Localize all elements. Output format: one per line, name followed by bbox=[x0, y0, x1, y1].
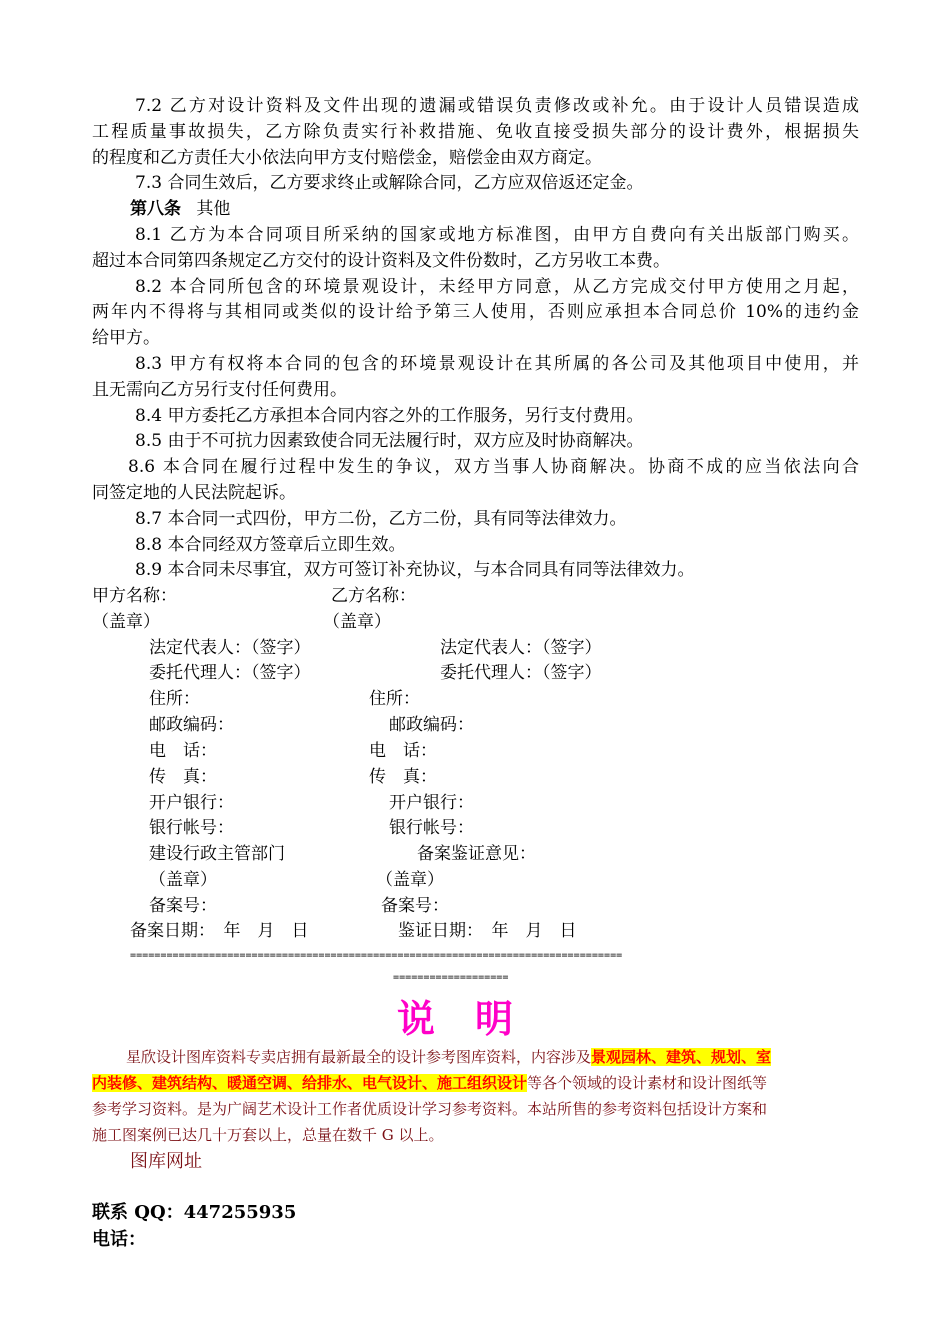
article-8-heading bbox=[130, 198, 230, 220]
legal-rep-a: 法定代表人：（签字） bbox=[149, 638, 311, 658]
text-line: 且无需向乙方另行支付任何费用。 bbox=[92, 380, 347, 400]
legal-rep-b: 法定代表人：（签字） bbox=[440, 638, 602, 658]
notice-line bbox=[92, 1070, 859, 1096]
bank-a: 开户银行： bbox=[149, 793, 234, 813]
verify-date: 鉴证日期： 年 月 日 bbox=[398, 921, 577, 941]
paragraph-8-2 bbox=[92, 276, 859, 298]
paragraph-8-8: 8.8 本合同经双方签章后立即生效。 bbox=[135, 535, 406, 555]
filing-date: 备案日期： 年 月 日 bbox=[130, 921, 309, 941]
agent-a: 委托代理人：（签字） bbox=[149, 663, 311, 683]
agent-b: 委托代理人：（签字） bbox=[440, 663, 602, 683]
text-line: 的程度和乙方责任大小依法向甲方支付赔偿金，赔偿金由双方商定。 bbox=[92, 148, 602, 168]
paragraph-8-6 bbox=[92, 456, 859, 478]
notice-text: 星欣设计图库资料专卖店拥有最新最全的设计参考图库资料，内容涉及 bbox=[126, 1048, 592, 1066]
contact-qq: 联系 QQ：447255935 bbox=[92, 1202, 297, 1223]
paragraph-8-5: 8.5 由于不可抗力因素致使合同无法履行时，双方应及时协商解决。 bbox=[135, 431, 644, 451]
notice-highlight: 景观园林、建筑、规划、室 bbox=[591, 1048, 772, 1066]
contact-phone: 电话： bbox=[92, 1229, 146, 1250]
article-label: 第八条 bbox=[130, 199, 181, 219]
paragraph-7-2-cont bbox=[92, 121, 859, 143]
paragraph-8-9: 8.9 本合同未尽事宜，双方可签订补充协议，与本合同具有同等法律效力。 bbox=[135, 560, 695, 580]
separator-line: =================== bbox=[393, 972, 509, 983]
text-line: 两年内不得将与其相同或类似的设计给予第三人使用，否则应承担本合同总价 10%的违约金 bbox=[92, 302, 859, 322]
phone-b: 电 话： bbox=[369, 741, 437, 761]
paragraph-7-3: 7.3 合同生效后，乙方要求终止或解除合同，乙方应双倍返还定金。 bbox=[135, 173, 644, 193]
paragraph-8-1 bbox=[92, 224, 859, 246]
filing-no-b: 备案号： bbox=[381, 896, 449, 916]
seal-d: （盖章） bbox=[376, 870, 444, 890]
postcode-b: 邮政编码： bbox=[389, 715, 474, 735]
paragraph-8-2-cont bbox=[92, 301, 859, 323]
fax-a: 传 真： bbox=[149, 767, 217, 787]
paragraph-8-4: 8.4 甲方委托乙方承担本合同内容之外的工作服务，另行支付费用。 bbox=[135, 406, 644, 426]
seal-a: （盖章） bbox=[92, 612, 160, 632]
text-line: 8.3 甲方有权将本合同的包含的环境景观设计在其所属的各公司及其他项目中使用，并 bbox=[135, 354, 859, 374]
notice-line: 参考学习资料。是为广阔艺术设计工作者优质设计学习参考资料。本站所售的参考资料包括设计方案和 bbox=[92, 1100, 768, 1118]
address-b: 住所： bbox=[369, 689, 420, 709]
text-line: 7.2 乙方对设计资料及文件出现的遗漏或错误负责修改或补允。由于设计人员错误造成 bbox=[135, 96, 859, 116]
filing-opinion-label: 备案鉴证意见： bbox=[417, 844, 536, 864]
party-a-name: 甲方名称： bbox=[92, 586, 177, 606]
text-line: 8.2 本合同所包含的环境景观设计，未经甲方同意，从乙方完成交付甲方使用之月起， bbox=[135, 277, 859, 297]
seal-c: （盖章） bbox=[149, 870, 217, 890]
phone-a: 电 话： bbox=[149, 741, 217, 761]
notice-text: 等各个领域的设计素材和设计图纸等 bbox=[527, 1074, 768, 1092]
authority-label: 建设行政主管部门 bbox=[149, 844, 285, 864]
text-line: 超过本合同第四条规定乙方交付的设计资料及文件份数时，乙方另收工本费。 bbox=[92, 251, 670, 271]
paragraph-8-7: 8.7 本合同一式四份，甲方二份，乙方二份，具有同等法律效力。 bbox=[135, 509, 627, 529]
text-line: 给甲方。 bbox=[92, 328, 160, 348]
gallery-link[interactable]: 图库网址 bbox=[130, 1151, 202, 1172]
text-line: 8.1 乙方为本合同项目所采纳的国家或地方标准图，由甲方自费向有关出版部门购买。 bbox=[135, 225, 859, 245]
notice-line: 施工图案例已达几十万套以上，总量在数千 G 以上。 bbox=[92, 1126, 444, 1144]
text-line: 工程质量事故损失，乙方除负责实行补救措施、免收直接受损失部分的设计费外，根据损失 bbox=[92, 122, 859, 142]
account-a: 银行帐号： bbox=[149, 818, 234, 838]
party-b-name: 乙方名称： bbox=[331, 586, 416, 606]
separator-line: ================================================================================= bbox=[130, 950, 623, 961]
address-a: 住所： bbox=[149, 689, 200, 709]
article-title: 其他 bbox=[196, 199, 231, 219]
paragraph-7-2 bbox=[92, 95, 859, 117]
postcode-a: 邮政编码： bbox=[149, 715, 234, 735]
paragraph-8-3 bbox=[92, 353, 859, 375]
fax-b: 传 真： bbox=[369, 767, 437, 787]
notice-line bbox=[92, 1044, 859, 1070]
filing-no-a: 备案号： bbox=[149, 896, 217, 916]
text-line: 8.6 本合同在履行过程中发生的争议，双方当事人协商解决。协商不成的应当依法向合 bbox=[128, 457, 859, 477]
account-b: 银行帐号： bbox=[389, 818, 474, 838]
bank-b: 开户银行： bbox=[389, 793, 474, 813]
notice-title: 说明 bbox=[396, 997, 553, 1041]
seal-b: （盖章） bbox=[323, 612, 391, 632]
notice-highlight: 内装修、建筑结构、暖通空调、给排水、电气设计、施工组织设计 bbox=[92, 1074, 528, 1092]
text-line: 同签定地的人民法院起诉。 bbox=[92, 483, 296, 503]
